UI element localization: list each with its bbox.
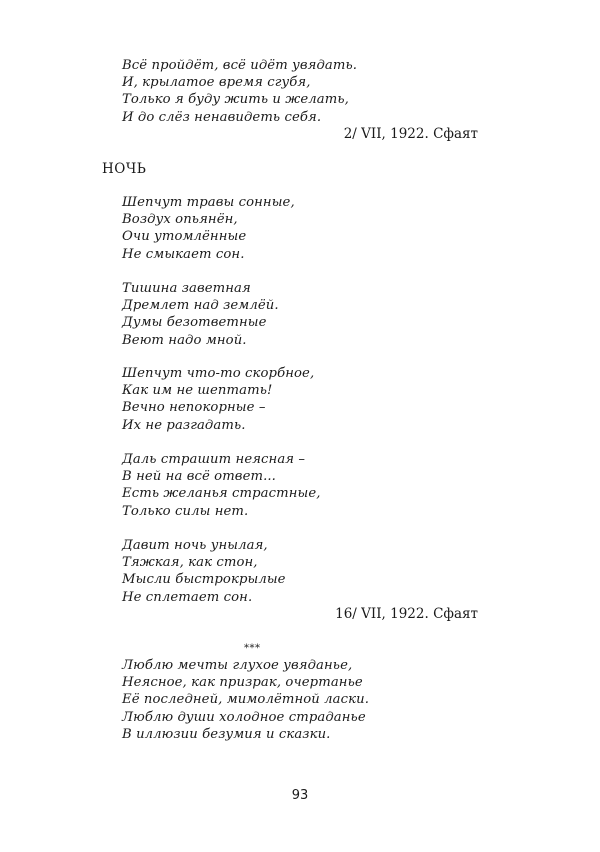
poem-untitled-stanza [122, 657, 369, 743]
poem-line: Воздух опьянён, [122, 212, 238, 228]
poem-title: НОЧЬ [102, 161, 147, 177]
poem-line: Шепчут что-то скорбное, [122, 366, 315, 381]
poem-line: Думы безответные [122, 315, 267, 331]
poem-night-stanza-4 [122, 451, 321, 520]
poem-line: И до слёз ненавидеть себя. [122, 109, 322, 125]
poem-line: Люблю мечты глухое увяданье, [122, 658, 353, 673]
page-number: 93 [291, 788, 309, 803]
poem-line: Веют надо мной. [122, 332, 247, 348]
poem-night-stanza-5 [122, 537, 286, 606]
poem-line: Мысли быстрокрылые [122, 572, 286, 588]
poem-line: Тишина заветная [122, 281, 251, 296]
poem-line: Их не разгадать. [122, 417, 246, 433]
poem-line: Вечно непокорные – [122, 400, 266, 416]
poem-night-stanza-2 [122, 280, 279, 349]
poem-line: Есть желанья страстные, [122, 486, 321, 502]
poem-line: Шепчут травы сонные, [122, 195, 295, 210]
poem-night-date: 16/ VII, 1922. Сфаят [335, 606, 478, 622]
poem-night-stanza-1 [122, 194, 295, 263]
poem-line: Не сплетает сон. [122, 589, 253, 605]
poem-separator: *** [244, 643, 261, 654]
poem-line: Давит ночь унылая, [122, 538, 268, 553]
poem-line: Неясное, как призрак, очертанье [122, 675, 363, 691]
poem-line: Всё пройдёт, всё идёт увядать. [122, 58, 358, 73]
poem-line: Не смыкает сон. [122, 246, 245, 262]
poem-line: Очи утомлённые [122, 229, 247, 245]
poem-line: Даль страшит неясная – [122, 452, 306, 467]
poem-line: В ней на всё ответ... [122, 469, 276, 485]
poem-line: Только я буду жить и желать, [122, 92, 349, 108]
poem-night-stanza-3 [122, 365, 314, 434]
poem-prev-date: 2/ VII, 1922. Сфаят [343, 126, 478, 142]
poem-line: Люблю души холодное страданье [122, 709, 366, 725]
poem-line: Тяжкая, как стон, [122, 555, 258, 571]
poem-prev-stanza [122, 57, 357, 126]
poem-line: И, крылатое время сгубя, [122, 75, 311, 91]
poem-line: Только силы нет. [122, 503, 249, 519]
poem-line: В иллюзии безумия и сказки. [122, 726, 331, 742]
poem-line: Дремлет над землёй. [122, 298, 279, 314]
poem-line: Как им не шептать! [122, 383, 273, 399]
poem-line: Её последней, мимолётной ласки. [122, 692, 369, 708]
